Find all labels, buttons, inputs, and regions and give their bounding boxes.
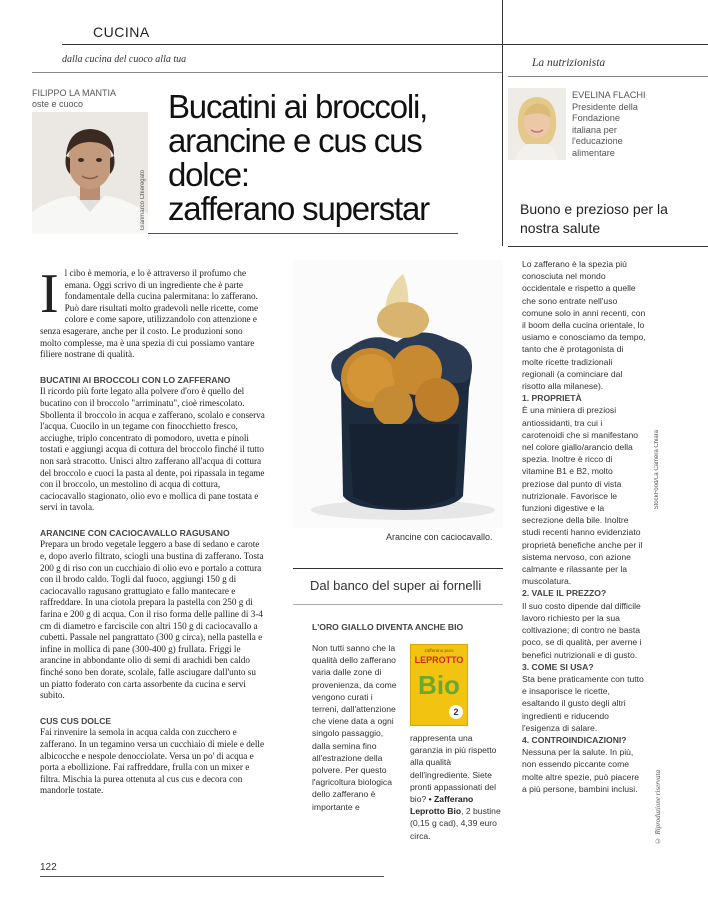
product-pack	[410, 644, 468, 726]
headline	[168, 90, 478, 226]
headline-line-1: Bucatini ai broccoli,	[168, 88, 428, 125]
nutrition-body	[522, 258, 646, 795]
nutrition-answer: Nessuna per la salute. In più, non essendo piccante come molte altre spezie, può piacere a più persone, bambini inclusi.	[522, 747, 640, 794]
nutrition-question: 3. COME SI USA?	[522, 661, 594, 672]
food-photo	[293, 260, 503, 528]
article-intro	[40, 263, 266, 361]
intro-text: l cibo è memoria, e lo è attraverso il profumo che emana. Oggi scrivo di un ingrediente che è parte fondamentale della cucina palermitana: lo zafferano. Può dare risultati molto gradevoli nelle ricette, come colore e come sapore, utilizzandolo con attenzione e senza esagerare, anche per il costo. Le produzioni sono molto complesse, ma è una spezia di cui possiamo vantare filiere nostrane di qualità.	[40, 268, 259, 360]
footer-rule	[40, 876, 384, 877]
box-title-rule	[293, 604, 503, 605]
product-brand: LEPROTTO	[414, 655, 464, 665]
column-rule	[508, 76, 708, 77]
box-column-2	[410, 732, 502, 842]
box-top-rule	[293, 568, 503, 569]
box-subtitle: L'ORO GIALLO DIVENTA ANCHE BIO	[312, 622, 464, 632]
recipe-text: Il ricordo più forte legato alla polvere d'oro è quello del bucatino con il broccolo "arriminatu", cioè rimescolato. Sbollenta il broccolo in acqua e zafferano, scolalo e conserva l'acqua. Cuocilo in un tegame con finocchietto fresco, acciughe, triplo concentrato di pomodoro, uvetta e pinoli tostati e aggiungi acqua di cottura del broccolo finché il tutto non sarà stracotto. Unisci altro zafferano all'acqua di cottura del broccolo e cuoci la pasta al dente, poi ripassala in tegame con il broccolo, un mestolino di acqua di cottura, caciocavallo stagionato, olio evo e mollica di pane tostata e servi in tavola.	[40, 386, 265, 513]
product-label: Bio	[418, 670, 460, 700]
header-rule-left	[62, 44, 502, 45]
chef-byline	[32, 88, 116, 110]
box-column-1: Non tutti sanno che la qualità dello zafferano varia dalle zone di provenienza, da come vengono curati i terreni, dall'attenzione che viene data a ogni singolo passaggio, dalla semina fino all'estrazione della polvere. Per questo l'agricoltura biologica dello zafferano è importante e	[312, 643, 397, 812]
section-title: CUCINA	[93, 24, 150, 40]
header-rule-right	[502, 44, 708, 45]
tagline-rule	[32, 72, 502, 73]
photo-caption: Arancine con caciocavallo.	[386, 532, 493, 542]
nutrition-answer: Il suo costo dipende dal difficile lavoro richiesto per la sua coltivazione; di contro ne basta poco, se di qualità, per averne i benefici nutrizionali e di gusto.	[522, 600, 642, 660]
nutritionist-role-line: Fondazione	[572, 113, 621, 123]
recipe-text: Fai rinvenire la semola in acqua calda con zucchero e zafferano. In un tegamino versa un cucchiaio di miele e delle albicocche e nespole denocciolate. Versa un po' di acqua e porta a ebollizione. Fai raffreddare, frulla con un mixer e filtra. Mischia la purea ottenuta al cus cus e decora con mandorle tostate.	[40, 727, 265, 796]
product-name: • Zafferano Leprotto Bio	[410, 794, 474, 817]
photo-credit: StockFood/La Camera Chiara	[654, 430, 660, 510]
article-body	[40, 263, 266, 797]
nutrition-question: 2. VALE IL PREZZO?	[522, 588, 607, 599]
nutritionist-photo	[508, 88, 566, 160]
headline-rule	[148, 233, 458, 234]
chef-photo	[32, 112, 148, 234]
recipe-title: CUS CUS DOLCE	[40, 715, 112, 726]
product-count: 2	[449, 705, 463, 719]
nutrition-title: Buono e prezioso per la nostra salute	[520, 201, 668, 236]
box-title: Dal banco del super ai fornelli	[310, 578, 482, 593]
nutritionist-byline	[572, 90, 692, 159]
headline-line-3: zafferano superstar	[168, 190, 429, 227]
nutritionist-role-line: Presidente della	[572, 101, 638, 112]
column-divider	[502, 0, 503, 246]
nutrition-answer: È una miniera di preziosi antiossidanti, tra cui i carotenoidi che si manifestano nel colore giallo/arancio della spezia. Inoltre è ricco di vitamine B1 e B2, molto preziose dal punto di vista nutrizionale. Favorisce le funzioni digestive e la secrezione della bile. Inoltre studi recenti hanno evidenziato proprietà benefiche anche per il sistema nervoso, con azione calmante e rilassante per la muscolatura.	[522, 405, 643, 587]
nutrition-intro: Lo zafferano è la spezia più conosciuta nel mondo occidentale e rispetto a quelle che sono entrate nell'uso comune solo in anni recenti, con il boom della cucina orientale, lo usiamo e conosciamo da tempo, tanto che è protagonista di molte ricette tradizionali regionali (a cominciare dal risotto alla milanese).	[522, 259, 646, 392]
nutrition-question: 4. CONTROINDICAZIONI?	[522, 734, 627, 745]
dropcap: I	[40, 263, 59, 325]
tagline: dalla cucina del cuoco alla tua	[62, 54, 187, 65]
nutritionist-name: EVELINA FLACHI	[572, 90, 646, 100]
nutritionist-role-line: l'educazione	[572, 136, 623, 146]
recipe-text: Prepara un brodo vegetale leggero a base di sedano e carote e, dopo averlo filtrato, sciogli una bustina di zafferano. Tosta 200 g di riso con un cucchiaio di olio evo e portalo a cottura con il brodo caldo. Togli dal fuoco, aggiungi 150 g di caciocavallo ragusano grattugiato e fallo mantecare e raffreddare. In una ciotola prepara la pastella con 250 g di farina e 200 g di acqua. Con il riso forma delle palline di 3-4 cm di diametro e farciscile con altri 150 g di caciocavallo a cubetti. Passale nel pangrattato (300 g circa), nella pastella e infine in mollica di pane (300-400 g) frullata. Friggi le arancine in abbondante olio di semi di arachidi ben caldo finché sono ben dorate, scolale, falle asciugare dall'unto su un piatto foderato con carta assorbente da cucina e servi subito.	[40, 539, 264, 701]
chef-photo-credit: Gianmarco Chieregato	[140, 169, 146, 230]
nutritionist-role-line: italiana per	[572, 124, 617, 135]
nutrition-title-rule	[508, 246, 708, 247]
recipe-title: BUCATINI AI BROCCOLI CON LO ZAFFERANO	[40, 374, 231, 385]
box-column-2-text: rappresenta una garanzia in più rispetto alla qualità dell'ingrediente. Siete pronti appassionati del bio?	[410, 733, 497, 805]
nutritionist-role-line: alimentare	[572, 147, 615, 158]
recipe-title: ARANCINE CON CACIOCAVALLO RAGUSANO	[40, 527, 230, 538]
copyright: © Riproduzione riservata	[654, 770, 662, 845]
nutrition-answer: Sta bene praticamente con tutto e insaporisce le ricette, esaltando il gusto degli altri ingredienti e riducendo l'esigenza di salare.	[522, 673, 644, 733]
column-title: La nutrizionista	[532, 57, 606, 69]
product-details: , 2 bustine (0,15 g cad), 4,39 euro circa.	[410, 806, 501, 841]
product-top-text: zafferano puro	[424, 648, 454, 653]
chef-name: FILIPPO LA MANTIA	[32, 88, 117, 98]
page-number: 122	[40, 862, 57, 873]
headline-line-2: arancine e cus cus dolce:	[168, 122, 422, 193]
chef-role: oste e cuoco	[32, 99, 84, 109]
nutrition-question: 1. PROPRIETÀ	[522, 393, 582, 404]
